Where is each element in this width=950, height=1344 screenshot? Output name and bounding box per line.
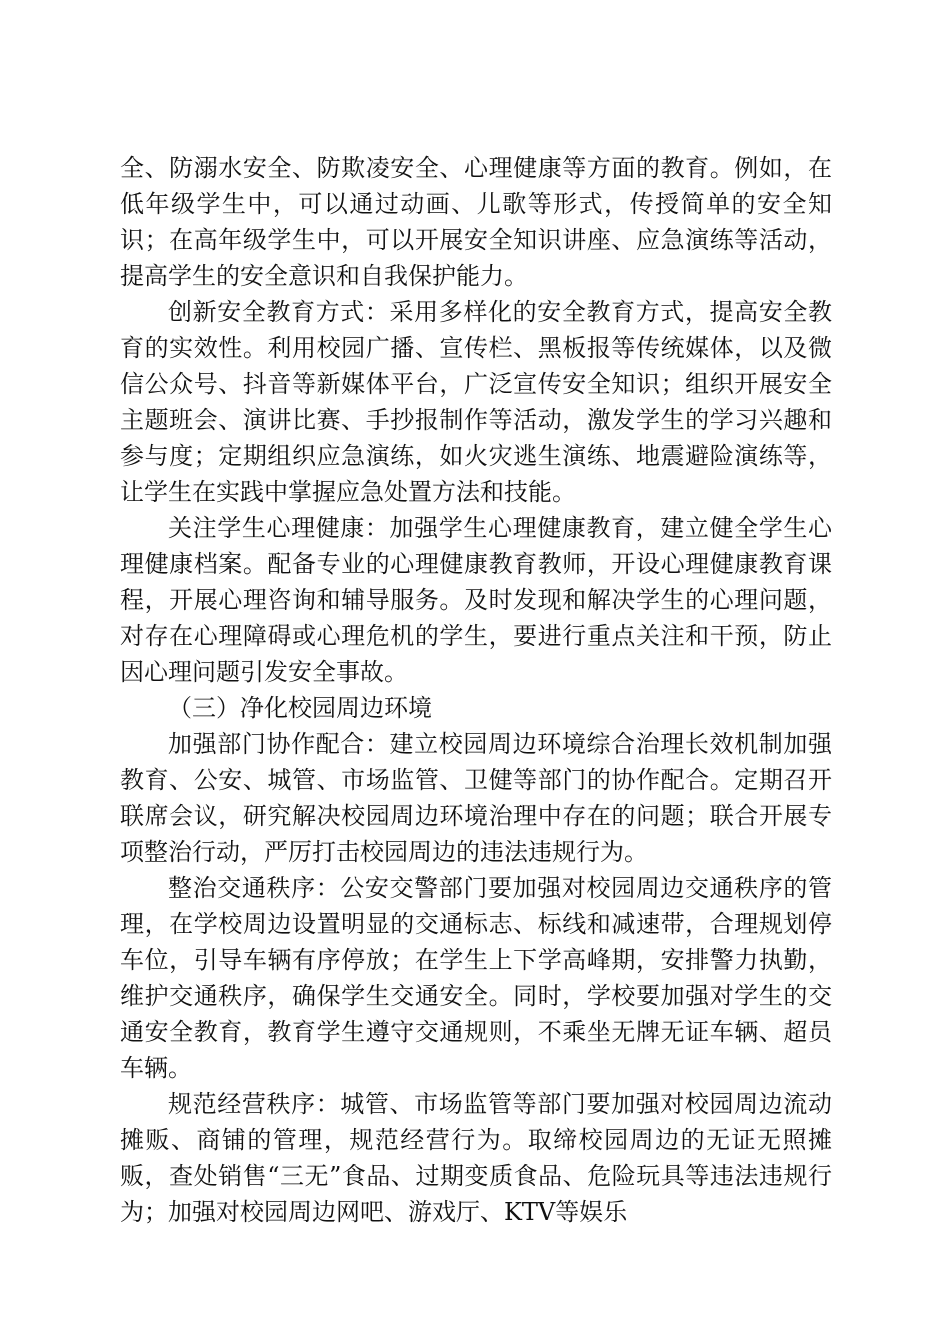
paragraph-safety-education-continued: 全、防溺水安全、防欺凌安全、心理健康等方面的教育。例如，在低年级学生中，可以通过动画、儿歌等形式，传授简单的安全知识；在高年级学生中，可以开展安全知识讲座、应急演练等活动，提高学生的安全意识和自我保护能力。 <box>120 154 832 290</box>
paragraph-business-order: 规范经营秩序：城管、市场监管等部门要加强对校园周边流动摊贩、商铺的管理，规范经营行为。取缔校园周边的无证无照摊贩，查处销售“三无”食品、过期变质食品、危险玩具等违法违规行为；加强对校园周边网吧、游戏厅、KTV等娱乐 <box>120 1090 832 1226</box>
paragraph-innovate-methods: 创新安全教育方式：采用多样化的安全教育方式，提高安全教育的实效性。利用校园广播、宣传栏、黑板报等传统媒体，以及微信公众号、抖音等新媒体平台，广泛宣传安全知识；组织开展安全主题班会、演讲比赛、手抄报制作等活动，激发学生的学习兴趣和参与度；定期组织应急演练，如火灾逃生演练、地震避险演练等，让学生在实践中掌握应急处置方法和技能。 <box>120 298 832 506</box>
paragraph-department-cooperation: 加强部门协作配合：建立校园周边环境综合治理长效机制加强教育、公安、城管、市场监管、卫健等部门的协作配合。定期召开联席会议，研究解决校园周边环境治理中存在的问题；联合开展专项整治行动，严厉打击校园周边的违法违规行为。 <box>120 730 832 866</box>
document-page <box>120 150 832 1230</box>
paragraph-mental-health: 关注学生心理健康：加强学生心理健康教育，建立健全学生心理健康档案。配备专业的心理健康教育教师，开设心理健康教育课程，开展心理咨询和辅导服务。及时发现和解决学生的心理问题，对存在心理障碍或心理危机的学生，要进行重点关注和干预，防止因心理问题引发安全事故。 <box>120 514 832 686</box>
section-heading: （三）净化校园周边环境 <box>168 694 432 722</box>
paragraph-traffic-order: 整治交通秩序：公安交警部门要加强对校园周边交通秩序的管理，在学校周边设置明显的交通标志、标线和减速带，合理规划停车位，引导车辆有序停放；在学生上下学高峰期，安排警力执勤，维护交通秩序，确保学生交通安全。同时，学校要加强对学生的交通安全教育，教育学生遵守交通规则，不乘坐无牌无证车辆、超员车辆。 <box>120 874 832 1082</box>
